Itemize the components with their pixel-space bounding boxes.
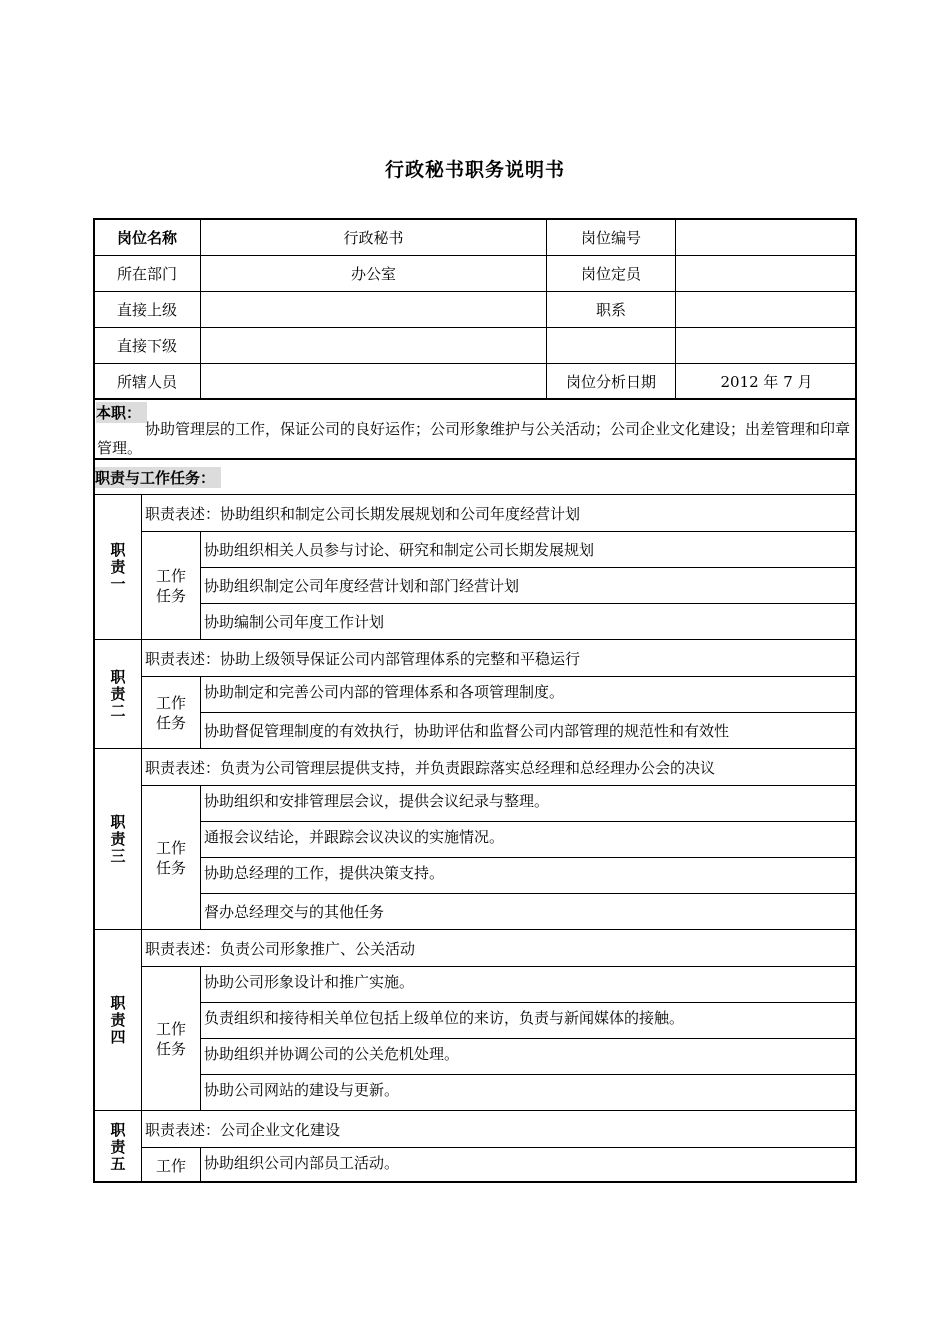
job-family-value bbox=[675, 291, 857, 327]
department-value: 办公室 bbox=[200, 255, 546, 291]
duty-4-task: 协助公司形象设计和推广实施。 bbox=[200, 966, 857, 1002]
analysis-date-label: 岗位分析日期 bbox=[546, 363, 675, 399]
duty-3-task: 协助总经理的工作，提供决策支持。 bbox=[200, 857, 857, 893]
duty-1-task: 协助编制公司年度工作计划 bbox=[200, 603, 857, 639]
superior-value bbox=[200, 291, 546, 327]
duty-1-task: 协助组织相关人员参与讨论、研究和制定公司长期发展规划 bbox=[200, 531, 857, 567]
duty-3-label-text: 职责三 bbox=[108, 813, 127, 865]
duty-3-task: 督办总经理交与的其他任务 bbox=[200, 893, 857, 929]
core-duty-section bbox=[95, 400, 855, 458]
duties-header-text: 职责与工作任务： bbox=[95, 467, 221, 488]
duty-5-statement: 职责表述：公司企业文化建设 bbox=[141, 1110, 857, 1147]
position-name-value: 行政秘书 bbox=[200, 218, 546, 255]
duty-4-task-label: 工作任务 bbox=[141, 966, 200, 1110]
headcount-value bbox=[675, 255, 857, 291]
position-code-label: 岗位编号 bbox=[546, 218, 675, 255]
position-code-value bbox=[675, 218, 857, 255]
analysis-date-value: 2012 年 7 月 bbox=[675, 363, 857, 399]
duty-3-task-label: 工作任务 bbox=[141, 785, 200, 929]
duty-5-task-label: 工作 bbox=[141, 1147, 200, 1183]
duty-2-task: 协助制定和完善公司内部的管理体系和各项管理制度。 bbox=[200, 676, 857, 712]
duty-4-task: 协助组织并协调公司的公关危机处理。 bbox=[200, 1038, 857, 1074]
empty-cell bbox=[546, 327, 675, 363]
duty-4-task: 负责组织和接待相关单位包括上级单位的来访，负责与新闻媒体的接触。 bbox=[200, 1002, 857, 1038]
duty-3-label bbox=[93, 748, 141, 929]
duty-2-task: 协助督促管理制度的有效执行，协助评估和监督公司内部管理的规范性和有效性 bbox=[200, 712, 857, 748]
duty-4-label-text: 职责四 bbox=[108, 994, 127, 1046]
duty-5-label bbox=[93, 1110, 141, 1183]
core-duty-text: 协助管理层的工作，保证公司的良好运作；公司形象维护与公关活动；公司企业文化建设；出差管理和印章管理。 bbox=[97, 420, 851, 457]
subordinate-value bbox=[200, 327, 546, 363]
duty-1-label-text: 职责一 bbox=[108, 541, 127, 593]
duty-1-statement: 职责表述：协助组织和制定公司长期发展规划和公司年度经营计划 bbox=[141, 494, 857, 531]
duty-2-label bbox=[93, 639, 141, 748]
superior-label: 直接上级 bbox=[93, 291, 200, 327]
empty-cell bbox=[675, 327, 857, 363]
duty-1-task-label: 工作任务 bbox=[141, 531, 200, 639]
duty-2-statement: 职责表述：协助上级领导保证公司内部管理体系的完整和平稳运行 bbox=[141, 639, 857, 676]
position-name-label: 岗位名称 bbox=[93, 218, 200, 255]
subordinate-label: 直接下级 bbox=[93, 327, 200, 363]
core-duty-label: 本职： bbox=[96, 402, 147, 423]
duty-5-label-text: 职责五 bbox=[108, 1121, 127, 1173]
duty-2-label-text: 职责二 bbox=[108, 668, 127, 720]
duty-1-label bbox=[93, 494, 141, 639]
duty-1-task: 协助组织制定公司年度经营计划和部门经营计划 bbox=[200, 567, 857, 603]
job-family-label: 职系 bbox=[546, 291, 675, 327]
divider bbox=[93, 458, 857, 460]
duty-3-task: 通报会议结论，并跟踪会议决议的实施情况。 bbox=[200, 821, 857, 857]
staff-label: 所辖人员 bbox=[93, 363, 200, 399]
headcount-label: 岗位定员 bbox=[546, 255, 675, 291]
duty-5-task: 协助组织公司内部员工活动。 bbox=[200, 1147, 857, 1183]
page-title: 行政秘书职务说明书 bbox=[384, 159, 565, 181]
duty-4-task: 协助公司网站的建设与更新。 bbox=[200, 1074, 857, 1110]
duty-3-task: 协助组织和安排管理层会议，提供会议纪录与整理。 bbox=[200, 785, 857, 821]
duty-2-task-label: 工作任务 bbox=[141, 676, 200, 748]
duty-4-statement: 职责表述：负责公司形象推广、公关活动 bbox=[141, 929, 857, 966]
duty-4-label bbox=[93, 929, 141, 1110]
duty-3-statement: 职责表述：负责为公司管理层提供支持，并负责跟踪落实总经理和总经理办公会的决议 bbox=[141, 748, 857, 785]
duties-header bbox=[95, 462, 221, 492]
department-label: 所在部门 bbox=[93, 255, 200, 291]
staff-value bbox=[200, 363, 546, 399]
